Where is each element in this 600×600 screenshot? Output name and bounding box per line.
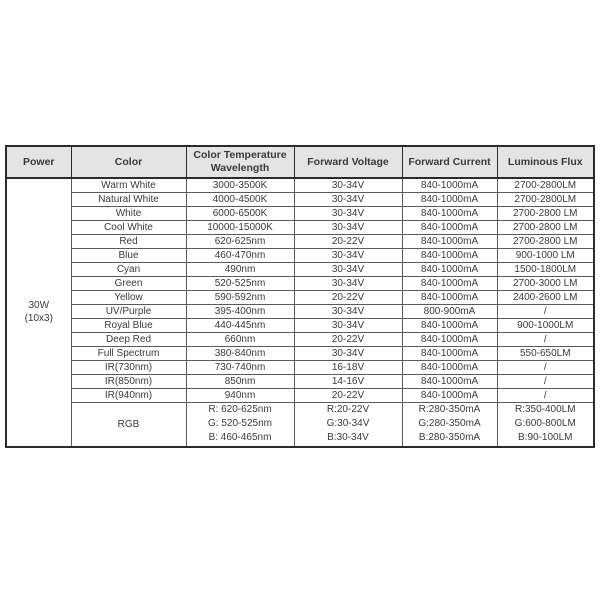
cell-color: RGB: [71, 403, 186, 447]
cell-voltage: 30-34V: [294, 305, 402, 319]
spec-table: [5, 145, 595, 448]
cell-wavelength: 6000-6500K: [186, 207, 294, 221]
cell-current: 840-1000mA: [402, 263, 497, 277]
cell-wavelength: 460-470nm: [186, 249, 294, 263]
cell-wavelength: 590-592nm: [186, 291, 294, 305]
power-value-line1: 30W: [28, 300, 50, 312]
cell-voltage: 20-22V: [294, 389, 402, 403]
cell-color: Warm White: [71, 178, 186, 193]
header-power-label: Power: [22, 155, 55, 168]
cell-current: [402, 403, 497, 447]
cell-color: Red: [71, 235, 186, 249]
cell-current: 840-1000mA: [402, 193, 497, 207]
power-value-line2: (10x3): [24, 313, 53, 325]
cell-voltage: 30-34V: [294, 319, 402, 333]
cell-color: Cyan: [71, 263, 186, 277]
cell-current: 840-1000mA: [402, 347, 497, 361]
rgb-current-g: G:280-350mA: [418, 418, 481, 430]
cell-current: 840-1000mA: [402, 291, 497, 305]
cell-wavelength: 395-400nm: [186, 305, 294, 319]
cell-color: Natural White: [71, 193, 186, 207]
cell-color: Royal Blue: [71, 319, 186, 333]
cell-flux: 2700-3000 LM: [497, 277, 594, 291]
cell-voltage: 30-34V: [294, 277, 402, 291]
cell-current: 840-1000mA: [402, 221, 497, 235]
cell-power: [6, 178, 71, 447]
cell-color: Green: [71, 277, 186, 291]
cell-color: IR(940nm): [71, 389, 186, 403]
cell-flux: 550-650LM: [497, 347, 594, 361]
cell-voltage: 30-34V: [294, 221, 402, 235]
cell-flux: /: [497, 305, 594, 319]
table-row: [6, 193, 594, 207]
header-ctw-line1: Color Temperature: [193, 149, 287, 161]
table-header: [6, 146, 594, 178]
table-body: [6, 178, 594, 447]
cell-voltage: 16-18V: [294, 361, 402, 375]
cell-flux: 900-1000LM: [497, 319, 594, 333]
cell-current: 840-1000mA: [402, 249, 497, 263]
header-color: [71, 146, 186, 178]
table-row: [6, 249, 594, 263]
cell-wavelength: 730-740nm: [186, 361, 294, 375]
cell-voltage: 30-34V: [294, 207, 402, 221]
rgb-current-b: B:280-350mA: [418, 432, 481, 444]
cell-wavelength: 660nm: [186, 333, 294, 347]
table-header-row: [6, 146, 594, 178]
cell-voltage: 20-22V: [294, 235, 402, 249]
cell-voltage: 30-34V: [294, 249, 402, 263]
cell-voltage: 30-34V: [294, 193, 402, 207]
cell-voltage: 30-34V: [294, 263, 402, 277]
rgb-flux-g: G:600-800LM: [514, 418, 576, 430]
cell-flux: 2700-2800 LM: [497, 207, 594, 221]
cell-wavelength: 4000-4500K: [186, 193, 294, 207]
cell-flux: 2700-2800 LM: [497, 235, 594, 249]
cell-current: 840-1000mA: [402, 319, 497, 333]
cell-current: 840-1000mA: [402, 235, 497, 249]
cell-flux: [497, 403, 594, 447]
table-row: [6, 277, 594, 291]
cell-voltage: 30-34V: [294, 347, 402, 361]
cell-voltage: 20-22V: [294, 333, 402, 347]
header-ctw-line2: Wavelength: [210, 162, 270, 174]
cell-flux: 2400-2600 LM: [497, 291, 594, 305]
header-color-label: Color: [114, 155, 143, 168]
cell-flux: /: [497, 333, 594, 347]
table-row: [6, 235, 594, 249]
table-row: [6, 389, 594, 403]
cell-color: Blue: [71, 249, 186, 263]
table-row: [6, 305, 594, 319]
cell-flux: /: [497, 389, 594, 403]
cell-flux: /: [497, 375, 594, 389]
cell-current: 840-1000mA: [402, 178, 497, 193]
cell-wavelength: 490nm: [186, 263, 294, 277]
rgb-current-r: R:280-350mA: [418, 404, 481, 416]
cell-voltage: [294, 403, 402, 447]
cell-color: IR(730nm): [71, 361, 186, 375]
table-row: [6, 263, 594, 277]
cell-flux: /: [497, 361, 594, 375]
cell-color: UV/Purple: [71, 305, 186, 319]
table-row: [6, 375, 594, 389]
cell-flux: 1500-1800LM: [497, 263, 594, 277]
table-row: [6, 361, 594, 375]
table-row: [6, 291, 594, 305]
rgb-flux-b: B:90-100LM: [518, 432, 573, 444]
rgb-flux-r: R:350-400LM: [514, 404, 576, 416]
cell-wavelength: 850nm: [186, 375, 294, 389]
cell-color: Deep Red: [71, 333, 186, 347]
rgb-voltage-b: B:30-34V: [327, 432, 369, 444]
cell-color: White: [71, 207, 186, 221]
cell-current: 840-1000mA: [402, 333, 497, 347]
cell-voltage: 30-34V: [294, 178, 402, 193]
cell-wavelength: [186, 403, 294, 447]
cell-color: Cool White: [71, 221, 186, 235]
table-row: [6, 221, 594, 235]
cell-flux: 900-1000 LM: [497, 249, 594, 263]
cell-flux: 2700-2800LM: [497, 193, 594, 207]
cell-current: 840-1000mA: [402, 207, 497, 221]
header-voltage-label: Forward Voltage: [307, 155, 389, 168]
cell-wavelength: 380-840nm: [186, 347, 294, 361]
cell-current: 840-1000mA: [402, 389, 497, 403]
header-color-temperature-wavelength: [186, 146, 294, 178]
table-row: [6, 207, 594, 221]
cell-wavelength: 440-445nm: [186, 319, 294, 333]
cell-voltage: 20-22V: [294, 291, 402, 305]
cell-current: 800-900mA: [402, 305, 497, 319]
cell-flux: 2700-2800LM: [497, 178, 594, 193]
rgb-wavelength-b: B: 460-465nm: [208, 432, 272, 444]
cell-flux: 2700-2800 LM: [497, 221, 594, 235]
cell-current: 840-1000mA: [402, 277, 497, 291]
table-row: [6, 178, 594, 193]
table-row: [6, 319, 594, 333]
rgb-wavelength-g: G: 520-525nm: [208, 418, 272, 430]
table-row: [6, 333, 594, 347]
cell-wavelength: 940nm: [186, 389, 294, 403]
rgb-voltage-g: G:30-34V: [326, 418, 370, 430]
cell-wavelength: 520-525nm: [186, 277, 294, 291]
header-forward-voltage: [294, 146, 402, 178]
cell-color: Full Spectrum: [71, 347, 186, 361]
rgb-wavelength-r: R: 620-625nm: [208, 404, 272, 416]
table-row: [6, 347, 594, 361]
cell-wavelength: 10000-15000K: [186, 221, 294, 235]
cell-color: Yellow: [71, 291, 186, 305]
cell-current: 840-1000mA: [402, 375, 497, 389]
cell-color: IR(850nm): [71, 375, 186, 389]
cell-current: 840-1000mA: [402, 361, 497, 375]
header-flux-label: Luminous Flux: [507, 155, 583, 168]
rgb-voltage-r: R:20-22V: [326, 404, 370, 416]
cell-wavelength: 620-625nm: [186, 235, 294, 249]
cell-voltage: 14-16V: [294, 375, 402, 389]
header-forward-current: [402, 146, 497, 178]
table-row-rgb: [6, 403, 594, 447]
header-current-label: Forward Current: [408, 155, 491, 168]
cell-wavelength: 3000-3500K: [186, 178, 294, 193]
header-power: [6, 146, 71, 178]
header-luminous-flux: [497, 146, 594, 178]
